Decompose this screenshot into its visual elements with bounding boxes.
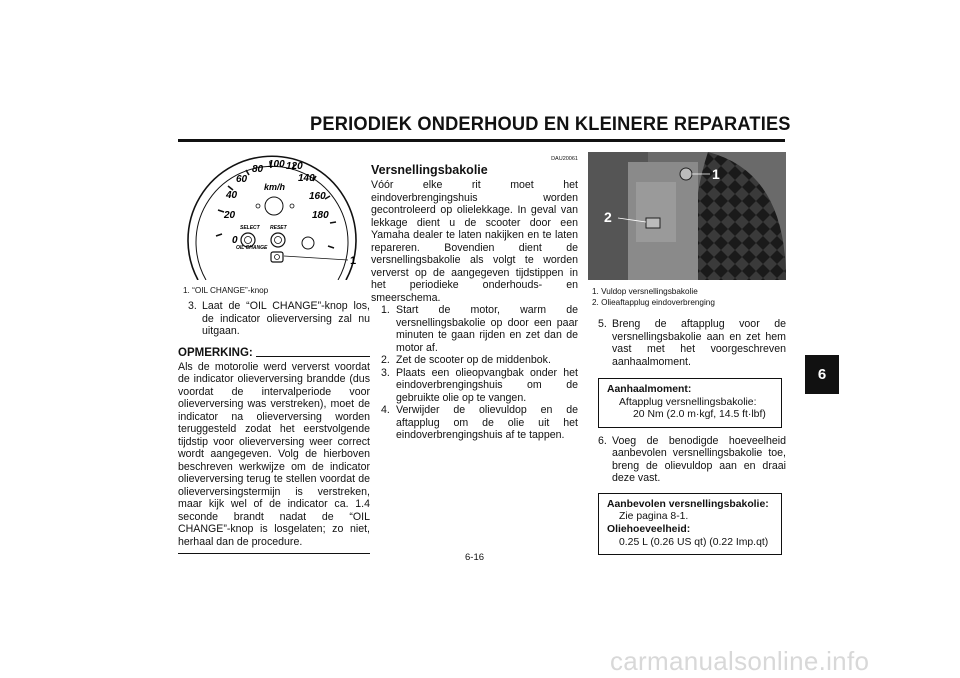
figure2-captions xyxy=(592,286,715,308)
section-code: DAU20061 xyxy=(551,156,578,162)
oil-spec-heading: Aanbevolen versnellingsbakolie: xyxy=(607,498,769,510)
watermark: carmanualsonline.info xyxy=(610,646,870,676)
step-1-text: Start de motor, warm de versnellingsbakolie op door een paar minuten te gaan rijden en zet dan de motor af. xyxy=(396,304,578,354)
drain-plug-graphic xyxy=(646,218,660,228)
oil-change-button-graphic xyxy=(271,252,283,262)
figure2-caption-2: 2. Olieaftapplug eindoverbrenging xyxy=(592,298,715,307)
step-6 xyxy=(588,435,786,485)
oil-spec-line-1: Zie pagina 8-1. xyxy=(619,511,689,523)
torque-line-2: 20 Nm (2.0 m·kgf, 14.5 ft·lbf) xyxy=(633,409,766,421)
note-heading-rule xyxy=(256,356,370,357)
torque-box xyxy=(598,378,782,428)
step-5-number: 5. xyxy=(598,318,607,330)
figure2-caption-1: 1. Vuldop versnellingsbakolie xyxy=(592,287,698,296)
oil-filler-cap-graphic xyxy=(680,168,692,180)
step-6-number: 6. xyxy=(598,434,607,447)
indicator-lamp-graphic xyxy=(302,237,314,249)
step-3-text: Laat de “OIL CHANGE”-knop los, de indicator olieverversing zal nu uitgaan. xyxy=(202,300,370,337)
step-6-text: Voeg de benodigde hoeveelheid aanbevolen versnellingsbakolie toe, breng de olievuldop aan en draai deze vast. xyxy=(612,434,786,485)
speed-label-120: 120 xyxy=(286,161,303,172)
speed-label-40: 40 xyxy=(226,190,238,201)
step-4 xyxy=(371,404,578,442)
oil-quantity-line: 0.25 L (0.26 US qt) (0.22 Imp.qt) xyxy=(619,536,769,548)
transmission-figure xyxy=(588,152,786,280)
step-3-number: 3. xyxy=(188,300,197,312)
step-4-number: 4. xyxy=(381,404,390,416)
step-2 xyxy=(371,354,578,367)
page-header-title: PERIODIEK ONDERHOUD EN KLEINERE REPARATIES xyxy=(310,114,791,135)
reset-label: RESET xyxy=(270,225,287,231)
note-heading: OPMERKING: xyxy=(178,346,253,359)
note-text: Als de motorolie werd ververst voordat de indicator olieverversing brandde (dus voordat de intervalperiode voor olieverversing was verstreken), moet de indicator na olieverversing worden teruggesteld zodat het eerstvolgende tijdstip voor olieverversing weer correct wordt aangegeven. Volg de hierboven beschreven werkwijze om de indicator olieverversing terug te stellen voordat de olieverversingstermijn is verstreken, maar kijk wel of de indicator ca. 1.4 seconde brandt nadat de “OIL CHANGE”-knop is losgelaten; zo niet, herhaal dan de procedure. xyxy=(178,360,370,548)
step-2-number: 2. xyxy=(381,354,390,366)
unit-label: km/h xyxy=(264,182,286,192)
speed-label-60: 60 xyxy=(236,174,248,185)
torque-heading: Aanhaalmoment: xyxy=(607,384,692,395)
speedometer-figure xyxy=(178,148,370,280)
step-3b xyxy=(371,367,578,405)
speed-label-100: 100 xyxy=(268,159,285,170)
note-end-rule xyxy=(178,553,370,554)
needle-hub xyxy=(265,197,283,215)
select-label: SELECT xyxy=(240,225,260,231)
oil-spec-box xyxy=(598,493,782,555)
section-title: Versnellingsbakolie xyxy=(371,163,488,177)
step-1-number: 1. xyxy=(381,304,390,316)
page-number: 6-16 xyxy=(465,552,485,563)
step-3b-number: 3. xyxy=(381,366,390,379)
note-heading-row xyxy=(178,347,370,359)
callout-1: 1 xyxy=(350,255,357,267)
speed-label-80: 80 xyxy=(252,164,264,175)
speed-label-180: 180 xyxy=(312,210,329,221)
reset-button-graphic xyxy=(271,233,285,247)
column-3 xyxy=(588,318,786,555)
step-3b-text: Plaats een olieopvangbak onder het eindoverbrengingshuis om de gebruikte olie op te vangen. xyxy=(396,366,578,404)
speed-label-140: 140 xyxy=(298,173,315,184)
torque-line-1: Aftapplug versnellingsbakolie: xyxy=(619,396,757,408)
header-rule xyxy=(178,139,785,142)
column-1 xyxy=(178,300,370,554)
callout-line-1 xyxy=(284,256,348,260)
step-5 xyxy=(588,318,786,368)
chapter-tab: 6 xyxy=(805,355,839,394)
speed-label-160: 160 xyxy=(309,191,326,202)
oil-change-label: OIL CHANGE xyxy=(236,245,268,251)
callout-fig2-2: 2 xyxy=(604,209,612,225)
step-5-text: Breng de aftapplug voor de versnellingsbakolie aan en zet hem vast met het voorgeschreven aanhaalmoment. xyxy=(612,318,786,368)
section-intro: Vóór elke rit moet het eindoverbrengingshuis worden gecontroleerd op olielekkage. In geval van lekkage dient u de scooter door een Yamaha dealer te laten nakijken en te laten repareren. Bovendien dient de versnellingsbakolie als volgt te worden ververst op de aangegeven tijdstippen in het periodieke onderhouds- en smeerschema. xyxy=(371,179,578,304)
column-2 xyxy=(371,156,578,442)
step-1 xyxy=(371,304,578,354)
step-4-text: Verwijder de olievuldop en de aftapplug om de olie uit het eindoverbrengingshuis af te tappen. xyxy=(396,404,578,441)
oil-quantity-heading: Oliehoeveelheid: xyxy=(607,523,691,535)
callout-fig2-1: 1 xyxy=(712,166,720,182)
speed-label-0: 0 xyxy=(232,235,238,246)
speed-label-20: 20 xyxy=(224,210,236,221)
step-3 xyxy=(178,300,370,338)
figure1-caption: 1. “OIL CHANGE”-knop xyxy=(183,286,269,295)
step-2-text: Zet de scooter op de middenbok. xyxy=(396,354,551,366)
